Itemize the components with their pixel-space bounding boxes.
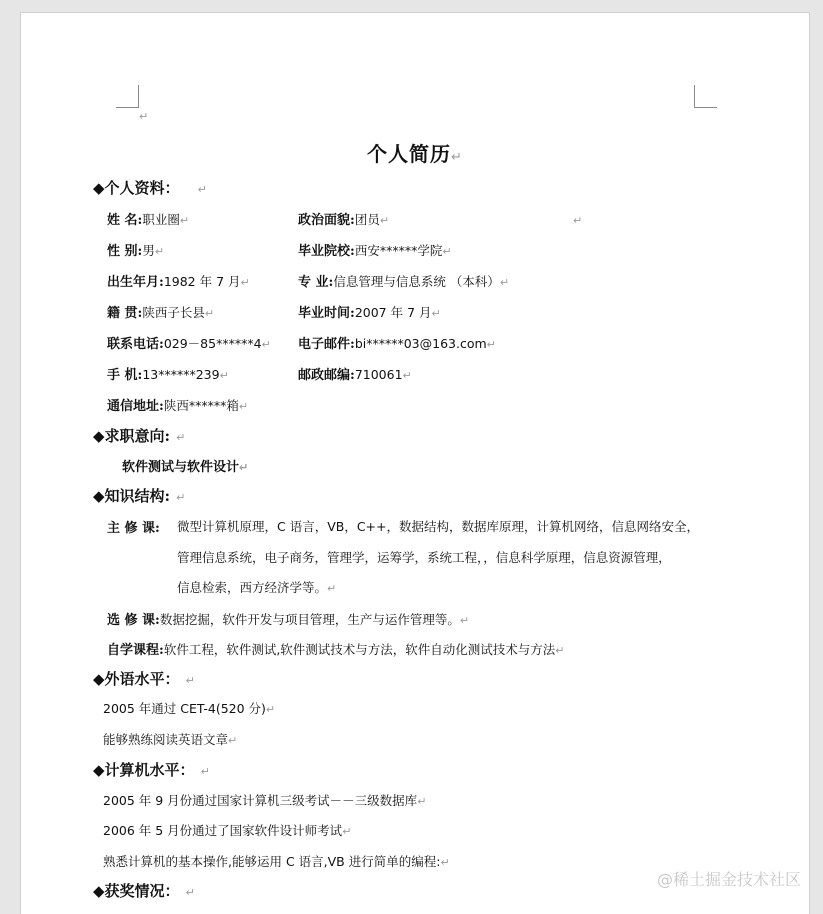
section-language-heading: ◆外语水平： ↵: [93, 670, 195, 688]
personal-row: 姓 名:职业圈↵: [107, 212, 190, 228]
document-page: [20, 12, 810, 914]
address-row: 通信地址:陕西******箱↵: [107, 398, 249, 414]
paragraph-mark: ↵: [139, 110, 149, 123]
computer-line: 2005 年 9 月份通过国家计算机三级考试－－三级数据库↵: [103, 793, 427, 808]
personal-row: 籍 贯:陕西子长县↵: [107, 305, 215, 321]
personal-row: 联系电话:029－85******4↵: [107, 336, 271, 352]
personal-row-right: 毕业时间:2007 年 7 月↵: [298, 305, 441, 321]
section-computer-heading: ◆计算机水平： ↵: [93, 761, 210, 779]
major-courses-line: 信息检索，西方经济学等。↵: [177, 580, 337, 595]
margin-corner-top-left: [116, 85, 139, 108]
section-personal-heading: ◆个人资料： ↵: [93, 179, 207, 197]
section-objective-heading: ◆求职意向: ↵: [93, 427, 186, 445]
personal-row-right: 政治面貌:团员↵ ↵: [298, 212, 583, 228]
language-line: 能够熟练阅读英语文章↵: [103, 732, 238, 747]
document-title: 个人简历↵: [367, 142, 463, 166]
personal-row-right: 邮政邮编:710061↵: [298, 367, 412, 383]
major-courses-line: 微型计算机原理，C 语言，VB，C++，数据结构，数据库原理，计算机网络，信息网络安全，: [177, 519, 700, 534]
section-knowledge-heading: ◆知识结构: ↵: [93, 487, 186, 505]
language-line: 2005 年通过 CET-4(520 分)↵: [103, 701, 276, 716]
self-study-row: 自学课程:软件工程，软件测试,软件测试技术与方法，软件自动化测试技术与方法↵: [107, 642, 565, 658]
personal-row-right: 专 业:信息管理与信息系统 （本科）↵: [298, 274, 510, 290]
watermark: @稀土掘金技术社区: [656, 870, 801, 889]
personal-row-right: 电子邮件:bi******03@163.com↵: [298, 336, 496, 352]
personal-row-right: 毕业院校:西安******学院↵: [298, 243, 452, 259]
major-courses-label: 主 修 课:: [107, 521, 160, 536]
computer-line: 熟悉计算机的基本操作,能够运用 C 语言,VB 进行简单的编程:↵: [103, 854, 450, 869]
personal-row: 性 别:男↵: [107, 243, 165, 259]
elective-courses-row: 选 修 课:数据挖掘，软件开发与项目管理，生产与运作管理等。↵: [107, 612, 470, 628]
section-awards-heading: ◆获奖情况： ↵: [93, 882, 195, 900]
margin-corner-top-right: [694, 85, 717, 108]
major-courses-line: 管理信息系统，电子商务，管理学，运筹学，系统工程，，信息科学原理，信息资源管理，: [177, 550, 671, 565]
computer-line: 2006 年 5 月份通过了国家软件设计师考试↵: [103, 823, 352, 838]
personal-row: 出生年月:1982 年 7 月↵: [107, 274, 250, 290]
objective-value: 软件测试与软件设计↵: [122, 460, 249, 475]
title-text: 个人简历: [367, 142, 452, 166]
personal-row: 手 机:13******239↵: [107, 367, 229, 383]
